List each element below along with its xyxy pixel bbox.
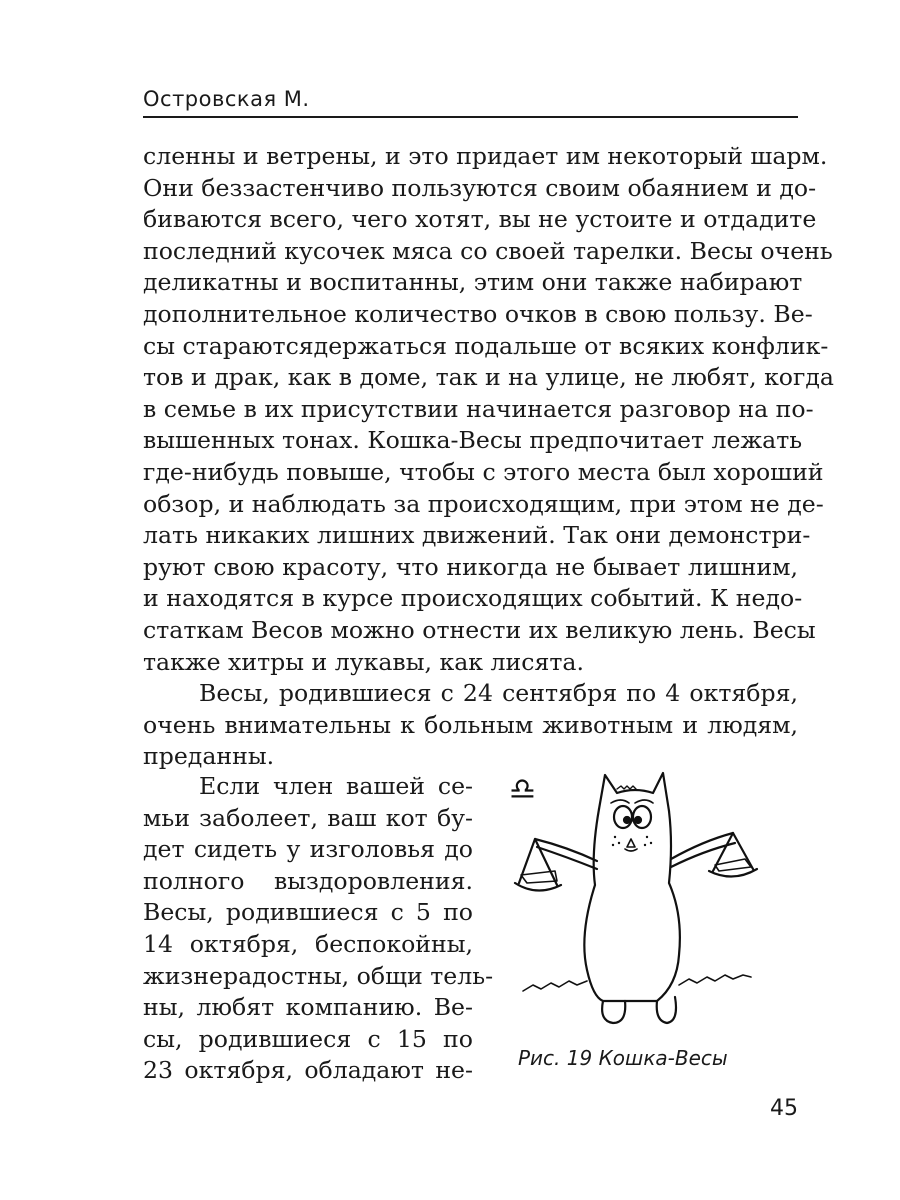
right-cheese [715, 859, 751, 871]
text-line: биваются всего, чего хотят, вы не устоите и отдадите [143, 205, 817, 234]
libra-cat-illustration [507, 765, 777, 1035]
page-number: 45 [770, 1096, 798, 1121]
text-line: очень внимательны к больным животным и людям, [143, 710, 798, 739]
cat-brows [611, 800, 653, 803]
text-line: последний кусочек мяса со своей тарелки. Весы очень [143, 236, 833, 265]
main-text [143, 141, 834, 773]
text-line: статкам Весов можно отнести их великую лень. Весы [143, 615, 816, 644]
text-line: сы стараютсядержаться подальше от всяких конфлик- [143, 331, 829, 360]
right-scale-pan [709, 869, 757, 877]
column-line: полного выздоровления. [143, 866, 473, 895]
column-line: сы, родившиеся с 15 по [143, 1024, 473, 1053]
cat-left-foot [602, 1001, 625, 1023]
text-line: где-нибудь повыше, чтобы с этого места был хороший [143, 457, 824, 486]
header-rule [143, 116, 798, 118]
column-line: ны, любят компанию. Ве- [143, 993, 473, 1022]
text-line: обзор, и наблюдать за происходящим, при этом не де- [143, 489, 824, 518]
cat-right-pupil [635, 817, 641, 823]
column-line: дет сидеть у изголовья до [143, 835, 473, 864]
text-line: и находятся в курсе происходящих событий. К недо- [143, 584, 803, 613]
text-line: сленны и ветрены, и это придает им некоторый шарм. [143, 142, 828, 170]
column-text [143, 771, 494, 1087]
left-scale-strings [519, 839, 557, 885]
figure-caption: Рис. 19 Кошка-Весы [518, 1046, 728, 1070]
cat-right-foot [657, 997, 676, 1023]
cat-head-outline [599, 773, 669, 811]
text-line: также хитры и лукавы, как лисята. [143, 647, 584, 676]
text-line: тов и драк, как в доме, так и на улице, не любят, когда [143, 363, 834, 392]
cat-right-arm [671, 833, 735, 867]
text-line: руют свою красоту, что никогда не бывает лишним, [143, 552, 798, 581]
cat-mouth [625, 839, 637, 851]
text-line: Они беззастенчиво пользуются своим обаянием и до- [143, 173, 817, 202]
left-scale-pan [515, 883, 561, 891]
cat-left-arm [535, 839, 597, 869]
cat-body-outline [584, 809, 680, 1001]
ground-scribble-left [523, 981, 587, 991]
text-line: Весы, родившиеся с 24 сентября по 4 октября, [199, 679, 798, 708]
column-line: 14 октября, беспокойны, [143, 929, 473, 958]
text-line: деликатны и воспитанны, этим они также набирают [143, 268, 803, 297]
running-header: Островская М. [143, 87, 310, 111]
text-line: лать никаких лишних движений. Так они демонстри- [143, 521, 811, 550]
text-line: в семье в их присутствии начинается разговор на по- [143, 394, 814, 423]
cat-left-pupil [624, 817, 630, 823]
cat-ear-tuft [617, 786, 636, 789]
right-scale-strings [713, 833, 753, 871]
ground-scribble-right [679, 975, 751, 985]
text-line: преданны. [143, 742, 275, 771]
column-line: жизнерадостны, общи тель- [143, 961, 494, 990]
column-line: 23 октября, обладают не- [143, 1056, 473, 1085]
text-line: вышенных тонах. Кошка-Весы предпочитает лежать [143, 426, 803, 455]
text-line: дополнительное количество очков в свою пользу. Ве- [143, 299, 813, 328]
libra-symbol-icon: ♎ [509, 772, 536, 807]
column-line: Весы, родившиеся с 5 по [143, 898, 473, 927]
column-line: Если член вашей се- [199, 772, 473, 800]
column-line: мьи заболеет, ваш кот бу- [143, 803, 473, 832]
